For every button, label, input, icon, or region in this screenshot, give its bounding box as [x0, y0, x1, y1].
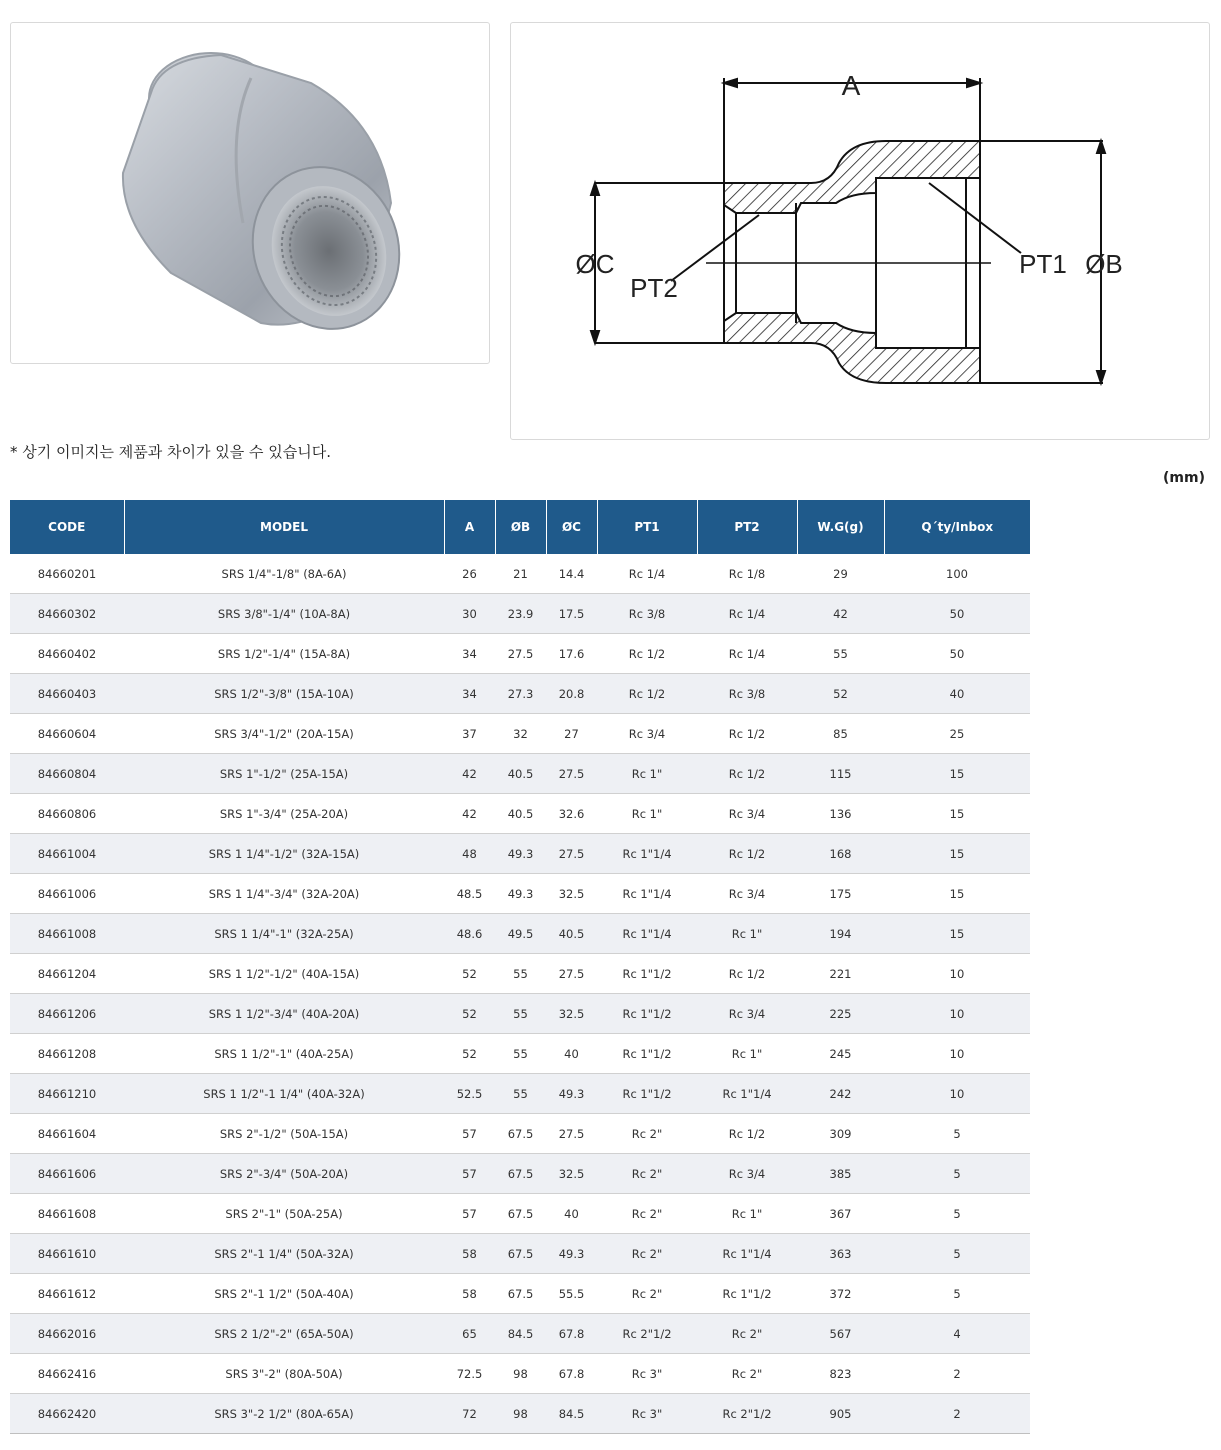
cell-pt1: Rc 3": [597, 1394, 697, 1434]
table-row: [10, 1034, 1030, 1074]
cell-pt1: Rc 2": [597, 1274, 697, 1314]
cell-weight: 55: [797, 634, 884, 674]
table-row: [10, 674, 1030, 714]
cell-pt2: Rc 1/2: [697, 714, 797, 754]
cell-pt2: Rc 3/4: [697, 994, 797, 1034]
cell-qty: 5: [884, 1194, 1030, 1234]
cell-pt2: Rc 1/2: [697, 954, 797, 994]
cell-weight: 29: [797, 554, 884, 594]
cell-model: SRS 3"-2" (80A-50A): [124, 1354, 444, 1394]
header-code: CODE: [10, 500, 124, 554]
cell-model: SRS 1 1/4"-3/4" (32A-20A): [124, 874, 444, 914]
cell-c: 32.5: [546, 994, 597, 1034]
cell-qty: 15: [884, 914, 1030, 954]
table-body: [10, 554, 1030, 1434]
cell-c: 32.5: [546, 874, 597, 914]
cell-code: 84661008: [10, 914, 124, 954]
table-row: [10, 1114, 1030, 1154]
cell-pt1: Rc 2": [597, 1114, 697, 1154]
cell-pt1: Rc 1"1/4: [597, 874, 697, 914]
table-row: [10, 1194, 1030, 1234]
cell-pt1: Rc 2": [597, 1154, 697, 1194]
cell-b: 40.5: [495, 754, 546, 794]
cell-code: 84661606: [10, 1154, 124, 1194]
cell-a: 65: [444, 1314, 495, 1354]
cell-pt2: Rc 1": [697, 1034, 797, 1074]
cell-pt2: Rc 3/4: [697, 874, 797, 914]
cell-model: SRS 3"-2 1/2" (80A-65A): [124, 1394, 444, 1434]
cell-a: 48: [444, 834, 495, 874]
unit-label: (mm): [1163, 470, 1205, 486]
cell-pt1: Rc 3/4: [597, 714, 697, 754]
cell-model: SRS 2 1/2"-2" (65A-50A): [124, 1314, 444, 1354]
dim-label-c: ØC: [575, 249, 615, 279]
cell-model: SRS 2"-3/4" (50A-20A): [124, 1154, 444, 1194]
cell-c: 17.6: [546, 634, 597, 674]
cell-weight: 115: [797, 754, 884, 794]
cell-pt1: Rc 2"1/2: [597, 1314, 697, 1354]
cell-model: SRS 1/2"-1/4" (15A-8A): [124, 634, 444, 674]
table-row: [10, 914, 1030, 954]
cell-qty: 25: [884, 714, 1030, 754]
cell-weight: 52: [797, 674, 884, 714]
cell-weight: 221: [797, 954, 884, 994]
cell-b: 55: [495, 994, 546, 1034]
table-row: [10, 1354, 1030, 1394]
cell-b: 27.5: [495, 634, 546, 674]
cell-model: SRS 1 1/2"-1/2" (40A-15A): [124, 954, 444, 994]
cell-c: 32.6: [546, 794, 597, 834]
cell-qty: 5: [884, 1274, 1030, 1314]
cell-qty: 10: [884, 994, 1030, 1034]
cell-b: 67.5: [495, 1234, 546, 1274]
spec-table: [10, 500, 1030, 1434]
cell-b: 67.5: [495, 1154, 546, 1194]
cell-b: 27.3: [495, 674, 546, 714]
cell-pt2: Rc 2": [697, 1314, 797, 1354]
cell-code: 84660604: [10, 714, 124, 754]
cell-pt1: Rc 3": [597, 1354, 697, 1394]
cell-b: 98: [495, 1354, 546, 1394]
cell-weight: 309: [797, 1114, 884, 1154]
cell-a: 37: [444, 714, 495, 754]
cell-model: SRS 1"-1/2" (25A-15A): [124, 754, 444, 794]
cell-c: 67.8: [546, 1314, 597, 1354]
cell-c: 55.5: [546, 1274, 597, 1314]
cell-weight: 175: [797, 874, 884, 914]
cell-a: 72.5: [444, 1354, 495, 1394]
cell-qty: 10: [884, 954, 1030, 994]
cell-c: 27.5: [546, 834, 597, 874]
product-photo-frame: [10, 22, 490, 364]
cell-qty: 2: [884, 1394, 1030, 1434]
cell-pt1: Rc 1/2: [597, 674, 697, 714]
cell-qty: 5: [884, 1234, 1030, 1274]
cell-code: 84661604: [10, 1114, 124, 1154]
cell-code: 84660201: [10, 554, 124, 594]
cell-qty: 15: [884, 834, 1030, 874]
cell-code: 84661204: [10, 954, 124, 994]
table-row: [10, 714, 1030, 754]
cell-weight: 85: [797, 714, 884, 754]
cell-c: 40.5: [546, 914, 597, 954]
cell-pt2: Rc 1/2: [697, 754, 797, 794]
cell-c: 40: [546, 1034, 597, 1074]
cell-code: 84661004: [10, 834, 124, 874]
cell-a: 52.5: [444, 1074, 495, 1114]
cell-code: 84661208: [10, 1034, 124, 1074]
cell-b: 55: [495, 1074, 546, 1114]
cell-code: 84662016: [10, 1314, 124, 1354]
cell-c: 40: [546, 1194, 597, 1234]
cell-qty: 4: [884, 1314, 1030, 1354]
cell-weight: 567: [797, 1314, 884, 1354]
cell-code: 84660302: [10, 594, 124, 634]
cell-model: SRS 1/4"-1/8" (8A-6A): [124, 554, 444, 594]
cell-b: 49.3: [495, 834, 546, 874]
cell-model: SRS 1 1/2"-3/4" (40A-20A): [124, 994, 444, 1034]
cell-b: 40.5: [495, 794, 546, 834]
cell-a: 58: [444, 1274, 495, 1314]
cell-c: 27.5: [546, 1114, 597, 1154]
cell-model: SRS 1/2"-3/8" (15A-10A): [124, 674, 444, 714]
cell-code: 84660402: [10, 634, 124, 674]
cell-qty: 50: [884, 594, 1030, 634]
cell-b: 55: [495, 954, 546, 994]
cell-weight: 245: [797, 1034, 884, 1074]
cell-code: 84661612: [10, 1274, 124, 1314]
cell-weight: 363: [797, 1234, 884, 1274]
cell-qty: 40: [884, 674, 1030, 714]
dim-label-pt1: PT1: [1019, 249, 1067, 279]
table-row: [10, 1234, 1030, 1274]
table-row: [10, 1314, 1030, 1354]
cell-code: 84661210: [10, 1074, 124, 1114]
cell-c: 67.8: [546, 1354, 597, 1394]
cell-b: 55: [495, 1034, 546, 1074]
dim-label-pt2: PT2: [630, 273, 678, 303]
dimension-diagram-frame: [510, 22, 1210, 440]
cell-c: 49.3: [546, 1074, 597, 1114]
cell-code: 84661006: [10, 874, 124, 914]
cell-model: SRS 3/8"-1/4" (10A-8A): [124, 594, 444, 634]
cell-weight: 42: [797, 594, 884, 634]
cell-qty: 5: [884, 1154, 1030, 1194]
cell-a: 42: [444, 754, 495, 794]
cell-b: 84.5: [495, 1314, 546, 1354]
cell-qty: 10: [884, 1034, 1030, 1074]
table-header-row: [10, 500, 1030, 554]
cell-model: SRS 1 1/2"-1" (40A-25A): [124, 1034, 444, 1074]
cell-c: 27.5: [546, 954, 597, 994]
cell-a: 30: [444, 594, 495, 634]
cell-b: 49.5: [495, 914, 546, 954]
cell-qty: 10: [884, 1074, 1030, 1114]
cell-code: 84661610: [10, 1234, 124, 1274]
cell-pt2: Rc 1/2: [697, 834, 797, 874]
cell-b: 32: [495, 714, 546, 754]
cell-model: SRS 3/4"-1/2" (20A-15A): [124, 714, 444, 754]
cell-pt2: Rc 1": [697, 1194, 797, 1234]
cell-b: 67.5: [495, 1194, 546, 1234]
table-row: [10, 1394, 1030, 1434]
cell-pt1: Rc 2": [597, 1234, 697, 1274]
cell-a: 48.6: [444, 914, 495, 954]
cell-qty: 5: [884, 1114, 1030, 1154]
cell-pt2: Rc 1/8: [697, 554, 797, 594]
cell-a: 52: [444, 1034, 495, 1074]
cell-pt2: Rc 1": [697, 914, 797, 954]
cell-a: 26: [444, 554, 495, 594]
header-model: MODEL: [124, 500, 444, 554]
cell-a: 48.5: [444, 874, 495, 914]
cell-pt2: Rc 3/4: [697, 1154, 797, 1194]
table-row: [10, 754, 1030, 794]
table-row: [10, 954, 1030, 994]
cell-c: 20.8: [546, 674, 597, 714]
cell-c: 14.4: [546, 554, 597, 594]
table-row: [10, 874, 1030, 914]
cell-weight: 168: [797, 834, 884, 874]
cell-pt2: Rc 3/8: [697, 674, 797, 714]
cell-model: SRS 1"-3/4" (25A-20A): [124, 794, 444, 834]
header-a: A: [444, 500, 495, 554]
cell-qty: 2: [884, 1354, 1030, 1394]
cell-pt1: Rc 1"1/4: [597, 834, 697, 874]
dim-label-a: A: [841, 70, 861, 101]
cell-model: SRS 2"-1 1/2" (50A-40A): [124, 1274, 444, 1314]
cell-c: 27.5: [546, 754, 597, 794]
cell-pt1: Rc 1"1/2: [597, 1074, 697, 1114]
cell-pt2: Rc 1/4: [697, 594, 797, 634]
cell-weight: 367: [797, 1194, 884, 1234]
cell-pt2: Rc 1/4: [697, 634, 797, 674]
header-b: ØB: [495, 500, 546, 554]
cell-weight: 385: [797, 1154, 884, 1194]
cell-model: SRS 1 1/4"-1" (32A-25A): [124, 914, 444, 954]
cell-weight: 242: [797, 1074, 884, 1114]
cell-code: 84662420: [10, 1394, 124, 1434]
cell-a: 57: [444, 1114, 495, 1154]
cell-pt1: Rc 3/8: [597, 594, 697, 634]
cell-a: 52: [444, 954, 495, 994]
cell-pt1: Rc 2": [597, 1194, 697, 1234]
cell-pt1: Rc 1/4: [597, 554, 697, 594]
table-row: [10, 594, 1030, 634]
cell-pt2: Rc 2": [697, 1354, 797, 1394]
table-row: [10, 1274, 1030, 1314]
cell-model: SRS 2"-1/2" (50A-15A): [124, 1114, 444, 1154]
cell-pt1: Rc 1"1/2: [597, 1034, 697, 1074]
cell-pt1: Rc 1"1/2: [597, 954, 697, 994]
cell-pt2: Rc 3/4: [697, 794, 797, 834]
cell-pt2: Rc 1"1/4: [697, 1074, 797, 1114]
cell-model: SRS 1 1/4"-1/2" (32A-15A): [124, 834, 444, 874]
cell-qty: 15: [884, 754, 1030, 794]
cell-b: 21: [495, 554, 546, 594]
cell-weight: 225: [797, 994, 884, 1034]
cell-b: 23.9: [495, 594, 546, 634]
cell-b: 98: [495, 1394, 546, 1434]
header-weight: W.G(g): [797, 500, 884, 554]
table-row: [10, 1154, 1030, 1194]
header-pt2: PT2: [697, 500, 797, 554]
cell-b: 67.5: [495, 1274, 546, 1314]
cell-weight: 905: [797, 1394, 884, 1434]
cell-weight: 823: [797, 1354, 884, 1394]
cell-pt2: Rc 1"1/2: [697, 1274, 797, 1314]
cell-model: SRS 1 1/2"-1 1/4" (40A-32A): [124, 1074, 444, 1114]
cell-qty: 100: [884, 554, 1030, 594]
cell-b: 67.5: [495, 1114, 546, 1154]
cell-qty: 50: [884, 634, 1030, 674]
cell-code: 84660403: [10, 674, 124, 714]
cell-weight: 136: [797, 794, 884, 834]
cell-pt1: Rc 1/2: [597, 634, 697, 674]
cell-c: 49.3: [546, 1234, 597, 1274]
cell-qty: 15: [884, 874, 1030, 914]
cell-weight: 372: [797, 1274, 884, 1314]
dim-label-b: ØB: [1085, 249, 1123, 279]
cell-code: 84661206: [10, 994, 124, 1034]
cell-a: 52: [444, 994, 495, 1034]
table-row: [10, 1074, 1030, 1114]
cell-a: 58: [444, 1234, 495, 1274]
cell-pt1: Rc 1": [597, 794, 697, 834]
cell-a: 57: [444, 1154, 495, 1194]
cell-weight: 194: [797, 914, 884, 954]
cell-a: 34: [444, 674, 495, 714]
dimension-diagram: [511, 23, 1209, 439]
cell-model: SRS 2"-1" (50A-25A): [124, 1194, 444, 1234]
cell-a: 34: [444, 634, 495, 674]
table-row: [10, 554, 1030, 594]
cell-code: 84662416: [10, 1354, 124, 1394]
cell-model: SRS 2"-1 1/4" (50A-32A): [124, 1234, 444, 1274]
cell-pt2: Rc 1"1/4: [697, 1234, 797, 1274]
header-qty: Q´ty/Inbox: [884, 500, 1030, 554]
image-disclaimer-note: * 상기 이미지는 제품과 차이가 있을 수 있습니다.: [10, 443, 331, 461]
header-c: ØC: [546, 500, 597, 554]
cell-qty: 15: [884, 794, 1030, 834]
cell-code: 84661608: [10, 1194, 124, 1234]
cell-pt1: Rc 1": [597, 754, 697, 794]
cell-a: 72: [444, 1394, 495, 1434]
cell-c: 32.5: [546, 1154, 597, 1194]
cell-b: 49.3: [495, 874, 546, 914]
cell-a: 42: [444, 794, 495, 834]
table-row: [10, 994, 1030, 1034]
cell-c: 17.5: [546, 594, 597, 634]
cell-pt1: Rc 1"1/2: [597, 994, 697, 1034]
cell-pt2: Rc 1/2: [697, 1114, 797, 1154]
cell-pt1: Rc 1"1/4: [597, 914, 697, 954]
cell-pt2: Rc 2"1/2: [697, 1394, 797, 1434]
table-row: [10, 634, 1030, 674]
table-row: [10, 834, 1030, 874]
cell-code: 84660806: [10, 794, 124, 834]
header-pt1: PT1: [597, 500, 697, 554]
cell-c: 84.5: [546, 1394, 597, 1434]
cell-c: 27: [546, 714, 597, 754]
cell-code: 84660804: [10, 754, 124, 794]
table-row: [10, 794, 1030, 834]
cell-a: 57: [444, 1194, 495, 1234]
product-photo: [11, 23, 489, 363]
